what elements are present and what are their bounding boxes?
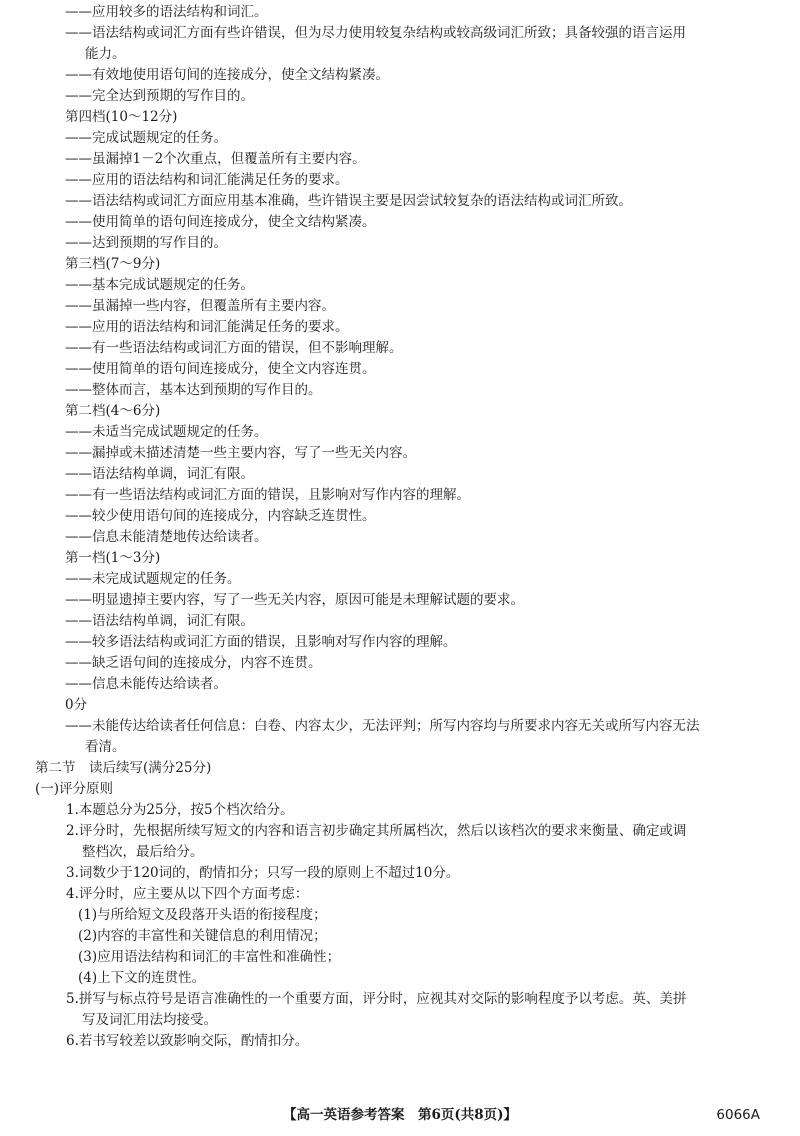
criterion-line: ——较少使用语句间的连接成分，内容缺乏连贯性。 [65, 508, 376, 524]
footer-doc-code: 6066A [716, 1107, 760, 1123]
criterion-line: ——语法结构单调，词汇有限。 [65, 613, 254, 629]
grade-level-heading: 第二档(4～6分) [65, 403, 161, 419]
criterion-line: ——信息未能传达给读者。 [65, 676, 227, 692]
rule-item: 3.词数少于120词的，酌情扣分；只写一段的原则上不超过10分。 [66, 865, 460, 881]
criterion-line: ——未完成试题规定的任务。 [65, 571, 241, 587]
rule-item: 2.评分时，先根据所续写短文的内容和语言初步确定其所属档次，然后以该档次的要求来衡量、确定或调 [66, 823, 687, 839]
criterion-line: ——缺乏语句间的连接成分，内容不连贯。 [65, 655, 322, 671]
criterion-line: ——完全达到预期的写作目的。 [65, 88, 254, 104]
footer-page-label: 【高一英语参考答案 第6页(共8页)】 [282, 1107, 518, 1123]
criterion-line: ——明显遗掉主要内容，写了一些无关内容，原因可能是未理解试题的要求。 [65, 592, 524, 608]
criterion-line: ——有效地使用语句间的连接成分，使全文结构紧凑。 [65, 67, 389, 83]
subsection-heading: (一)评分原则 [35, 781, 114, 797]
section-heading: 第二节 读后续写(满分25分) [35, 760, 212, 776]
criterion-line: ——语法结构单调，词汇有限。 [65, 466, 254, 482]
criterion-line: ——有一些语法结构或词汇方面的错误，但不影响理解。 [65, 340, 403, 356]
criterion-line: ——虽漏掉一些内容，但覆盖所有主要内容。 [65, 298, 335, 314]
criterion-line: ——应用的语法结构和词汇能满足任务的要求。 [65, 319, 349, 335]
criterion-continuation: 看清。 [85, 739, 126, 755]
rule-item: 4.评分时，应主要从以下四个方面考虑： [66, 886, 309, 902]
rule-subitem: (3)应用语法结构和词汇的丰富性和准确性； [78, 949, 341, 965]
document-body [0, 2, 800, 1052]
rule-item: 5.拼写与标点符号是语言准确性的一个重要方面，评分时，应视其对交际的影响程度予以考虑。英、美拼 [66, 991, 687, 1007]
rule-subitem: (4)上下文的连贯性。 [78, 970, 206, 986]
criterion-continuation: 能力。 [85, 46, 126, 62]
page-footer [0, 1104, 800, 1126]
criterion-line: ——使用简单的语句间连接成分，使全文内容连贯。 [65, 361, 376, 377]
criterion-line: ——应用的语法结构和词汇能满足任务的要求。 [65, 172, 349, 188]
criterion-line: ——未适当完成试题规定的任务。 [65, 424, 268, 440]
criterion-line: ——未能传达给读者任何信息：白卷、内容太少，无法评判；所写内容均与所要求内容无关或所写内容无法 [65, 718, 700, 734]
rule-continuation: 整档次，最后给分。 [82, 844, 204, 860]
criterion-line: ——有一些语法结构或词汇方面的错误，且影响对写作内容的理解。 [65, 487, 470, 503]
criterion-line: ——语法结构或词汇方面应用基本准确，些许错误主要是因尝试较复杂的语法结构或词汇所致。 [65, 193, 632, 209]
criterion-line: ——完成试题规定的任务。 [65, 130, 227, 146]
criterion-line: ——语法结构或词汇方面有些许错误，但为尽力使用较复杂结构或较高级词汇所致；具备较强的语言运用 [65, 25, 686, 41]
criterion-line: ——信息未能清楚地传达给读者。 [65, 529, 268, 545]
criterion-line: ——基本完成试题规定的任务。 [65, 277, 254, 293]
criterion-line: ——整体而言，基本达到预期的写作目的。 [65, 382, 322, 398]
criterion-line: ——使用简单的语句间连接成分，使全文结构紧凑。 [65, 214, 376, 230]
grade-level-heading: 第一档(1～3分) [65, 550, 161, 566]
rule-item: 1.本题总分为25分，按5个档次给分。 [66, 802, 294, 818]
criterion-line: ——虽漏掉1－2个次重点，但覆盖所有主要内容。 [65, 151, 366, 167]
grade-level-heading: 第三档(7～9分) [65, 256, 161, 272]
criterion-line: ——达到预期的写作目的。 [65, 235, 227, 251]
grade-level-heading: 0分 [65, 697, 88, 713]
criterion-line: ——应用较多的语法结构和词汇。 [65, 4, 268, 20]
rule-subitem: (2)内容的丰富性和关键信息的利用情况； [78, 928, 327, 944]
rule-subitem: (1)与所给短文及段落开头语的衔接程度； [78, 907, 327, 923]
rule-item: 6.若书写较差以致影响交际，酌情扣分。 [66, 1033, 309, 1049]
grade-level-heading: 第四档(10～12分) [65, 109, 178, 125]
rule-continuation: 写及词汇用法均接受。 [82, 1012, 217, 1028]
criterion-line: ——较多语法结构或词汇方面的错误，且影响对写作内容的理解。 [65, 634, 457, 650]
criterion-line: ——漏掉或未描述清楚一些主要内容，写了一些无关内容。 [65, 445, 416, 461]
